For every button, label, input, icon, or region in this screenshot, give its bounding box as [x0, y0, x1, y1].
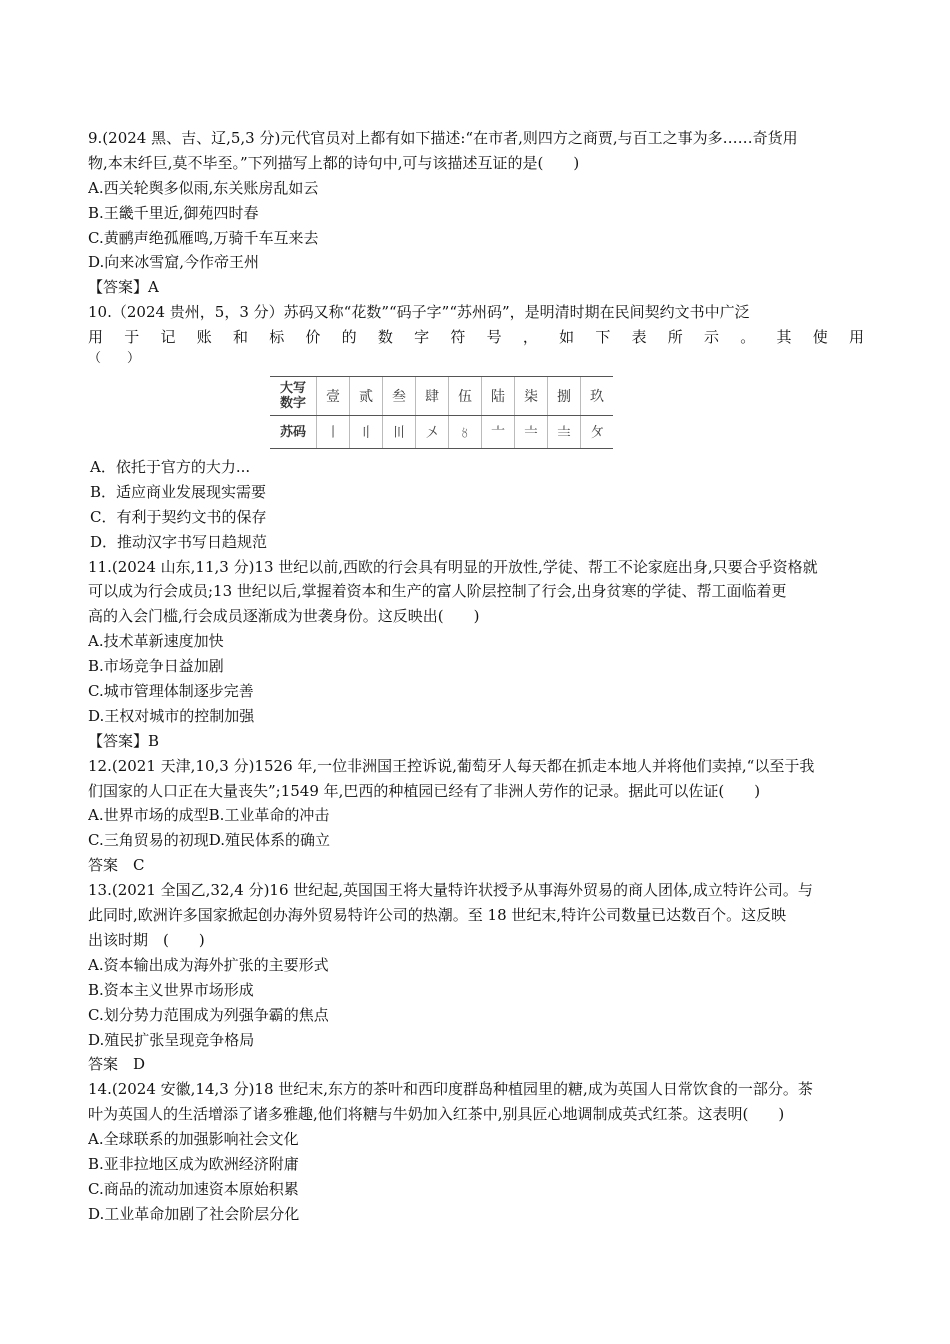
answer: 【答案】B — [88, 731, 160, 750]
table-cell: 〩 — [581, 416, 614, 449]
option-d: D.向来冰雪窟,今作帝王州 — [88, 253, 260, 272]
question-11 — [88, 555, 864, 754]
question-stem: 出该时期 ( ) — [88, 930, 205, 949]
option-d: D.殖民扩张呈现竞争格局 — [88, 1030, 255, 1049]
table-cell: 〢 — [350, 416, 383, 449]
table-header-cell: 大写 数字 — [270, 377, 317, 416]
table-cell: 伍 — [449, 377, 482, 416]
option-d: D．推动汉字书写日趋规范 — [90, 532, 268, 551]
option-a: A.西关轮舆多似雨,东关账房乱如云 — [88, 178, 319, 197]
question-10 — [88, 300, 864, 554]
suzhou-numeral-table — [270, 376, 613, 449]
question-stem: 用 于 记 账 和 标 价 的 数 字 符 号 ， 如 下 表 所 示 。 其 使 用 — [88, 328, 864, 347]
option-d: D.王权对城市的控制加强 — [88, 706, 255, 725]
option-d: D.工业革命加剧了社会阶层分化 — [88, 1204, 300, 1223]
question-stem: 此同时,欧洲许多国家掀起创办海外贸易特许公司的热潮。至 18 世纪末,特许公司数量已达数百个。这反映 — [88, 906, 787, 925]
option-b: B.市场竞争日益加剧 — [88, 657, 224, 676]
table-row — [270, 377, 613, 416]
question-stem: 叶为英国人的生活增添了诸多雅趣,他们将糖与牛奶加入红茶中,别具匠心地调制成英式红茶。这表明( ) — [88, 1105, 785, 1124]
table-cell: 〣 — [383, 416, 416, 449]
table-cell: 捌 — [548, 377, 581, 416]
question-stem: 高的入会门槛,行会成员逐渐成为世袭身份。这反映出( ) — [88, 607, 480, 626]
question-9 — [88, 126, 864, 300]
option-b: B.亚非拉地区成为欧洲经济附庸 — [88, 1154, 299, 1173]
answer: 答案 C — [88, 856, 145, 875]
question-12 — [88, 754, 864, 878]
question-stem: 11.(2024 山东,11,3 分)13 世纪以前,西欧的行会具有明显的开放性,学徒、帮工不论家庭出身,只要合乎资格就 — [88, 557, 818, 576]
question-stem: 们国家的人口正在大量丧失”;1549 年,巴西的种植园已经有了非洲人劳作的记录。据此可以佐证( ) — [88, 781, 761, 800]
question-13 — [88, 878, 864, 1077]
option-a: A.全球联系的加强影响社会文化 — [88, 1130, 299, 1149]
table-cell: 〧 — [515, 416, 548, 449]
option-a: A.资本输出成为海外扩张的主要形式 — [88, 955, 329, 974]
option-c: C．有利于契约文书的保存 — [90, 507, 267, 526]
table-cell: 〡 — [317, 416, 350, 449]
question-stem: 14.(2024 安徽,14,3 分)18 世纪末,东方的茶叶和西印度群岛种植园里的糖,成为英国人日常饮食的一部分。茶 — [88, 1080, 813, 1099]
table-header-cell: 苏码 — [270, 416, 317, 449]
question-stem: 10.（2024 贵州，5，3 分）苏码又称“花数”“码子字”“苏州码”，是明清时期在民间契约文书中广泛 — [88, 303, 750, 322]
table-cell: 陆 — [482, 377, 515, 416]
option-b: B.王畿千里近,御苑四时春 — [88, 203, 259, 222]
table-cell: 〨 — [548, 416, 581, 449]
option-b: B.资本主义世界市场形成 — [88, 980, 254, 999]
table-cell: 柒 — [515, 377, 548, 416]
table-cell: 〦 — [482, 416, 515, 449]
exam-page — [88, 126, 864, 1227]
table-cell: 玖 — [581, 377, 614, 416]
option-b: B．适应商业发展现实需要 — [90, 482, 267, 501]
option-c: C.城市管理体制逐步完善 — [88, 682, 254, 701]
answer: 答案 D — [88, 1055, 146, 1074]
option-c: C.划分势力范围成为列强争霸的焦点 — [88, 1005, 329, 1024]
question-stem: 可以成为行会成员;13 世纪以后,掌握着资本和生产的富人阶层控制了行会,出身贫寒的学徒、帮工面临着更 — [88, 582, 787, 601]
table-cell: 叁 — [383, 377, 416, 416]
question-stem: 物,本末纤巨,莫不毕至。”下列描写上都的诗句中,可与该描述互证的是( ) — [88, 153, 580, 172]
question-stem: 13.(2021 全国乙,32,4 分)16 世纪起,英国国王将大量特许状授予从事海外贸易的商人团体,成立特许公司。与 — [88, 881, 813, 900]
option-a: A.技术革新速度加快 — [88, 632, 224, 651]
option-c: C.三角贸易的初现D.殖民体系的确立 — [88, 831, 330, 850]
table-cell: 壹 — [317, 377, 350, 416]
answer: 【答案】A — [88, 278, 159, 297]
option-a: A．依托于官方的大力... — [90, 458, 251, 477]
table-cell: 肆 — [416, 377, 449, 416]
option-c: C.黄鹂声绝孤雁鸣,万骑千车互来去 — [88, 228, 319, 247]
question-stem: 12.(2021 天津,10,3 分)1526 年,一位非洲国王控诉说,葡萄牙人每天都在抓走本地人并将他们卖掉,“以至于我 — [88, 756, 815, 775]
option-c: C.商品的流动加速资本原始积累 — [88, 1179, 299, 1198]
option-a: A.世界市场的成型B.工业革命的冲击 — [88, 806, 330, 825]
question-stem: （ ） — [88, 351, 141, 367]
question-14 — [88, 1077, 864, 1226]
table-row — [270, 416, 613, 449]
question-stem: 9.(2024 黑、吉、辽,5,3 分)元代官员对上都有如下描述:“在市者,则四方之商贾,与百工之事为多……奇货用 — [88, 129, 798, 147]
table-cell: 〤 — [416, 416, 449, 449]
table-cell: 贰 — [350, 377, 383, 416]
table-cell: 〥 — [449, 416, 482, 449]
